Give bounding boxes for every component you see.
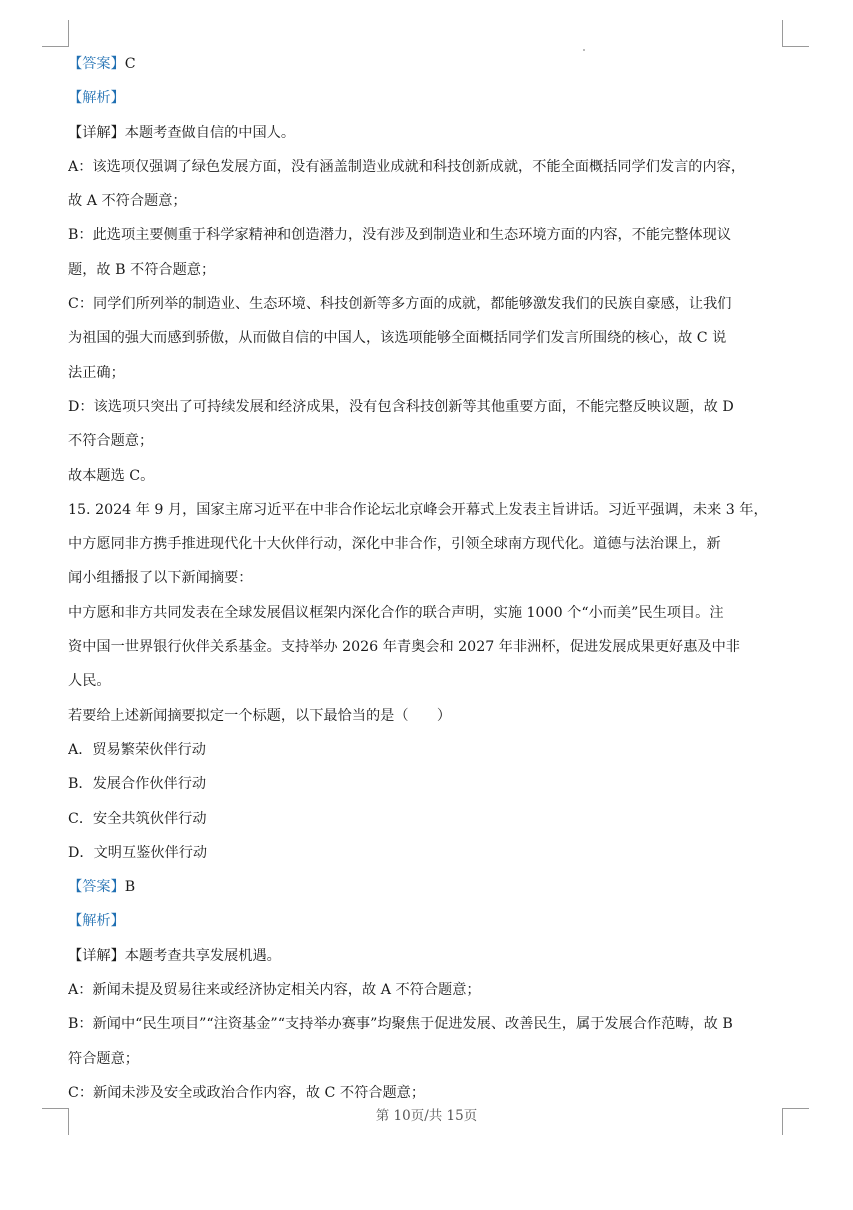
- detail-label: 【详解】: [68, 947, 125, 964]
- q15-line-1: B：新闻中“民生项目”“注资基金”“支持举办赛事”均聚焦于促进发展、改善民生，属于发展合作范畴，故 B: [68, 1016, 733, 1033]
- answer-label: 【答案】: [68, 879, 125, 896]
- q15-option-b: B．发展合作伙伴行动: [68, 776, 207, 793]
- q15-option-a: A．贸易繁荣伙伴行动: [68, 741, 206, 758]
- q14-line-2: B：此选项主要侧重于科学家精神和创造潜力，没有涉及到制造业和生态环境方面的内容，不能完整体现议: [68, 227, 732, 244]
- q15-line-2: 符合题意；: [68, 1050, 139, 1067]
- q14-line-6: 法正确；: [68, 364, 125, 381]
- q14-detail-line: [68, 116, 784, 150]
- q15-stem-6: 若要给上述新闻摘要拟定一个标题，以下最恰当的是（ ）: [68, 707, 452, 724]
- crop-mark-top-right: [782, 20, 809, 47]
- q14-detail-intro: 本题考查做自信的中国人。: [124, 124, 296, 141]
- q14-line-4: C：同学们所列举的制造业、生态环境、科技创新等多方面的成就，都能够激发我们的民族自豪感，让我们: [68, 296, 732, 313]
- q15-line-3: C：新闻未涉及安全或政治合作内容，故 C 不符合题意；: [68, 1084, 426, 1101]
- q15-option-d: D．文明互鉴伙伴行动: [68, 844, 208, 861]
- q15-answer: B: [124, 879, 136, 896]
- q15-stem-2: 闻小组播报了以下新闻摘要：: [68, 570, 253, 587]
- answer-label: 【答案】: [68, 56, 125, 72]
- analysis-label: 【解析】: [68, 90, 125, 107]
- q15-stem-5: 人民。: [68, 673, 111, 690]
- q14-line-1: 故 A 不符合题意；: [68, 193, 187, 210]
- page-content: [68, 47, 784, 1110]
- q14-line-5: 为祖国的强大而感到骄傲，从而做自信的中国人，该选项能够全面概括同学们发言所围绕的核心，故 C 说: [68, 330, 727, 347]
- q14-line-9: 故本题选 C。: [68, 467, 155, 484]
- q14-line-7: D：该选项只突出了可持续发展和经济成果，没有包含科技创新等其他重要方面，不能完整反映议题，故 D: [68, 398, 734, 415]
- q15-stem-0: 15. 2024 年 9 月，国家主席习近平在中非合作论坛北京峰会开幕式上发表主旨讲话。习近平强调，未来 3 年，: [68, 501, 768, 518]
- q15-detail-line: [68, 939, 784, 973]
- q14-line-0: A：该选项仅强调了绿色发展方面，没有涵盖制造业成就和科技创新成就，不能全面概括同学们发言的内容，: [68, 158, 746, 175]
- detail-label: 【详解】: [68, 124, 125, 141]
- q14-answer: C: [124, 56, 136, 72]
- q15-line-0: A：新闻未提及贸易往来或经济协定相关内容，故 A 不符合题意；: [68, 982, 481, 999]
- page-footer: 第 10页/共 15页: [375, 1108, 478, 1124]
- q15-stem-4: 资中国一世界银行伙伴关系基金。支持举办 2026 年青奥会和 2027 年非洲杯，促进发展成果更好惠及中非: [68, 639, 740, 656]
- q14-analysis-line: [68, 81, 784, 115]
- q15-detail-intro: 本题考查共享发展机遇。: [124, 947, 281, 964]
- q14-line-8: 不符合题意；: [68, 433, 154, 450]
- q15-stem-1: 中方愿同非方携手推进现代化十大伙伴行动，深化中非合作，引领全球南方现代化。道德与法治课上，新: [68, 536, 721, 553]
- q14-line-3: 题，故 B 不符合题意；: [68, 261, 216, 278]
- q15-stem-3: 中方愿和非方共同发表在全球发展倡议框架内深化合作的联合声明，实施 1000 个“小而美”民生项目。注: [68, 604, 724, 621]
- q14-answer-line: [68, 47, 784, 81]
- q15-option-c: C．安全共筑伙伴行动: [68, 810, 207, 827]
- q15-answer-line: [68, 870, 784, 904]
- crop-mark-top-left: [42, 20, 69, 47]
- q15-analysis-line: [68, 904, 784, 938]
- analysis-label: 【解析】: [68, 913, 125, 930]
